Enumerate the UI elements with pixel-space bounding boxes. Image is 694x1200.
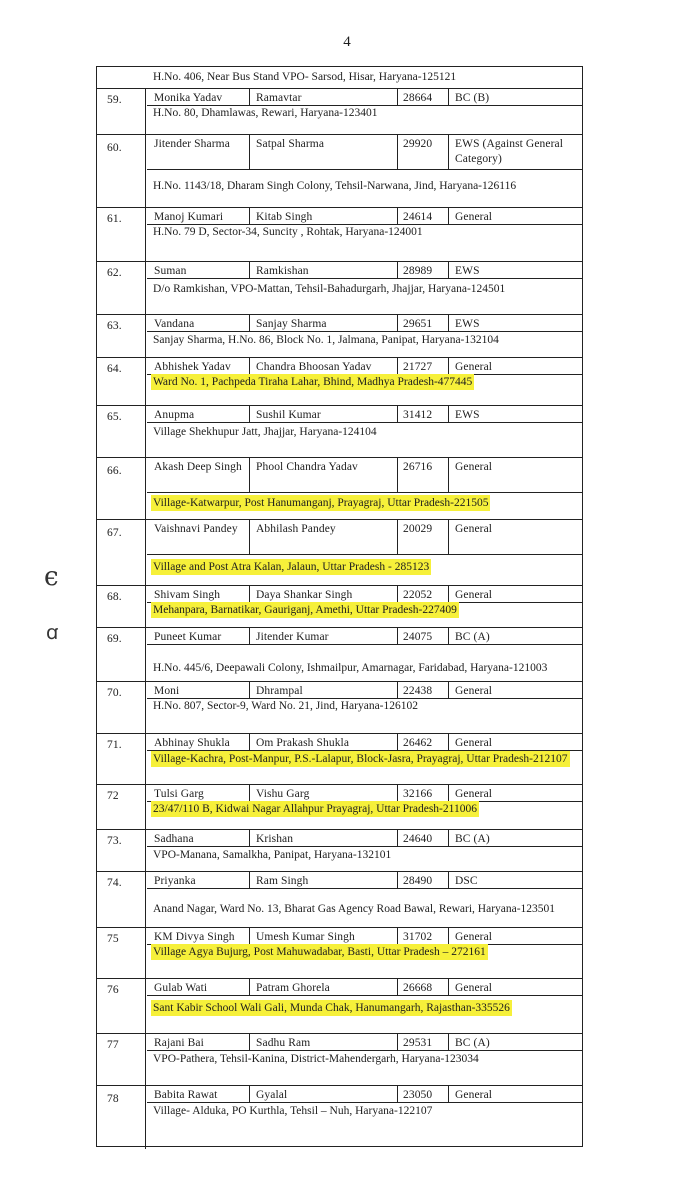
candidate-name: Babita Rawat: [154, 1089, 218, 1101]
father-name: Om Prakash Shukla: [256, 737, 350, 749]
cell-divider: [448, 586, 449, 602]
candidate-address: [153, 106, 578, 121]
category: BC (B): [455, 92, 490, 104]
candidate-name: Rajani Bai: [154, 1037, 204, 1049]
column-divider: [145, 208, 146, 262]
cell-divider: [249, 979, 250, 995]
candidate-address: [153, 282, 578, 297]
candidate-name: Moni: [154, 685, 180, 697]
serial-number: 66.: [107, 465, 122, 477]
highlighted-address-text: Village-Kachra, Post-Manpur, P.S.-Lalapur, Block-Jasra, Prayagraj, Uttar Pradesh-212107: [153, 753, 568, 765]
address-text: Sanjay Sharma, H.No. 86, Block No. 1, Jalmana, Panipat, Haryana-132104: [153, 334, 499, 346]
father-name: Ram Singh: [256, 875, 309, 887]
table-row: [97, 978, 582, 1033]
row-underline: [147, 1102, 582, 1103]
category: General: [455, 982, 493, 994]
table-row: [97, 1085, 582, 1148]
cell-divider: [448, 358, 449, 374]
table-row: [97, 829, 582, 871]
serial-number: 74.: [107, 877, 122, 889]
address-text: Village- Alduka, PO Kurthla, Tehsil – Nuh, Haryana-122107: [153, 1105, 433, 1117]
cell-divider: [249, 208, 250, 224]
serial-number: 72: [107, 790, 119, 802]
table-row: [97, 457, 582, 519]
table-row: [97, 405, 582, 457]
cell-divider: [397, 734, 398, 750]
column-divider: [145, 628, 146, 682]
column-divider: [145, 135, 146, 208]
category: General: [455, 1089, 493, 1101]
column-divider: [145, 520, 146, 586]
roll-code: 31412: [403, 409, 433, 421]
margin-mark-lower: ꭤ: [46, 620, 59, 644]
candidate-name: Abhinay Shukla: [154, 737, 230, 749]
serial-number: 61.: [107, 213, 122, 225]
candidate-address: [153, 603, 578, 618]
row-underline: [147, 1050, 582, 1051]
column-divider: [145, 872, 146, 928]
category: EWS: [455, 265, 480, 277]
table-row: [97, 314, 582, 357]
serial-number: 73.: [107, 835, 122, 847]
cell-divider: [249, 89, 250, 105]
cell-divider: [249, 358, 250, 374]
serial-number: 71.: [107, 739, 122, 751]
top-address: H.No. 406, Near Bus Stand VPO- Sarsod, Hisar, Haryana-125121: [153, 71, 457, 83]
serial-number: 65.: [107, 411, 122, 423]
cell-divider: [249, 682, 250, 698]
category: General: [455, 361, 493, 373]
column-divider: [145, 89, 146, 135]
cell-divider: [397, 1034, 398, 1050]
roll-code: 20029: [403, 523, 433, 535]
candidate-name: Akash Deep Singh: [154, 461, 242, 473]
table-row: [97, 1033, 582, 1085]
cell-divider: [448, 928, 449, 944]
cell-divider: [448, 406, 449, 422]
roll-code: 26668: [403, 982, 433, 994]
cell-divider: [397, 262, 398, 278]
father-name: Jitender Kumar: [256, 631, 329, 643]
father-name: Vishu Garg: [256, 788, 310, 800]
cell-divider: [448, 458, 449, 492]
candidate-address: [153, 848, 578, 863]
cell-divider: [249, 135, 250, 169]
highlighted-address-text: Ward No. 1, Pachpeda Tiraha Lahar, Bhind, Madhya Pradesh-477445: [153, 376, 473, 388]
table-row: [97, 261, 582, 314]
address-text: H.No. 80, Dhamlawas, Rewari, Haryana-123401: [153, 107, 378, 119]
serial-number: 68.: [107, 591, 122, 603]
roll-code: 24075: [403, 631, 433, 643]
address-text: H.No. 79 D, Sector-34, Suncity , Rohtak, Haryana-124001: [153, 226, 423, 238]
cell-divider: [397, 1086, 398, 1102]
table-row: [97, 681, 582, 733]
candidate-name: Monika Yadav: [154, 92, 223, 104]
row-underline: [147, 492, 582, 493]
cell-divider: [448, 1034, 449, 1050]
candidate-address: [153, 1052, 578, 1067]
cell-divider: [249, 830, 250, 846]
address-text: H.No. 1143/18, Dharam Singh Colony, Tehsil-Narwana, Jind, Haryana-126116: [153, 180, 517, 192]
cell-divider: [448, 872, 449, 888]
highlighted-address-text: Mehanpara, Barnatikar, Gauriganj, Amethi, Uttar Pradesh-227409: [153, 604, 457, 616]
table-row: [97, 871, 582, 927]
father-name: Dhrampal: [256, 685, 303, 697]
table-row: [97, 627, 582, 681]
cell-divider: [448, 979, 449, 995]
roll-code: 29920: [403, 138, 433, 150]
father-name: Patram Ghorela: [256, 982, 330, 994]
category: General: [455, 589, 493, 601]
candidate-name: Jitender Sharma: [154, 138, 230, 150]
roll-code: 32166: [403, 788, 433, 800]
column-divider: [145, 979, 146, 1034]
category: BC (A): [455, 833, 490, 845]
serial-number: 76: [107, 984, 119, 996]
roll-code: 26716: [403, 461, 433, 473]
cell-divider: [397, 135, 398, 169]
cell-divider: [249, 315, 250, 331]
candidate-name: Vaishnavi Pandey: [154, 523, 238, 535]
serial-number: 78: [107, 1093, 119, 1105]
row-underline: [147, 888, 582, 889]
candidate-name: Anupma: [154, 409, 195, 421]
cell-divider: [397, 89, 398, 105]
cell-divider: [397, 458, 398, 492]
category: General: [455, 523, 493, 535]
cell-divider: [397, 628, 398, 644]
candidate-address: [153, 752, 578, 767]
row-underline: [147, 169, 582, 170]
roll-code: 24614: [403, 211, 433, 223]
highlighted-address-text: 23/47/110 B, Kidwai Nagar Allahpur Prayagraj, Uttar Pradesh-211006: [153, 803, 477, 815]
table-row: [97, 585, 582, 627]
cell-divider: [397, 586, 398, 602]
serial-number: 67.: [107, 527, 122, 539]
category: General: [455, 461, 493, 473]
cell-divider: [249, 628, 250, 644]
highlighted-address-text: Sant Kabir School Wali Gali, Munda Chak, Hanumangarh, Rajasthan-335526: [153, 1002, 510, 1014]
column-divider: [145, 1034, 146, 1086]
father-name: Satpal Sharma: [256, 138, 325, 150]
row-underline: [147, 644, 582, 645]
cell-divider: [397, 315, 398, 331]
cell-divider: [249, 1086, 250, 1102]
candidate-address: [153, 902, 578, 917]
serial-number: 64.: [107, 363, 122, 375]
cell-divider: [249, 262, 250, 278]
cell-divider: [397, 208, 398, 224]
serial-number: 69.: [107, 633, 122, 645]
table-row: [97, 927, 582, 978]
category: General: [455, 685, 493, 697]
father-name: Chandra Bhoosan Yadav: [256, 361, 372, 373]
roll-code: 22052: [403, 589, 433, 601]
cell-divider: [448, 628, 449, 644]
candidate-name: Tulsi Garg: [154, 788, 204, 800]
cell-divider: [448, 734, 449, 750]
cell-divider: [448, 520, 449, 554]
serial-number: 63.: [107, 320, 122, 332]
cell-divider: [249, 586, 250, 602]
address-text: D/o Ramkishan, VPO-Mattan, Tehsil-Bahadurgarh, Jhajjar, Haryana-124501: [153, 283, 506, 295]
cell-divider: [448, 89, 449, 105]
column-divider: [145, 1086, 146, 1149]
father-name: Sushil Kumar: [256, 409, 321, 421]
candidate-address: [153, 179, 578, 194]
table-row: [97, 784, 582, 829]
highlighted-address-text: Village Agya Bujurg, Post Mahuwadabar, Basti, Uttar Pradesh – 272161: [153, 946, 486, 958]
cell-divider: [397, 979, 398, 995]
father-name: Gyalal: [256, 1089, 288, 1101]
candidate-name: Priyanka: [154, 875, 196, 887]
cell-divider: [448, 682, 449, 698]
category: BC (A): [455, 631, 490, 643]
cell-divider: [448, 830, 449, 846]
father-name: Ramkishan: [256, 265, 309, 277]
row-underline: [147, 846, 582, 847]
roll-code: 31702: [403, 931, 433, 943]
column-divider: [145, 785, 146, 830]
candidate-address: [153, 802, 578, 817]
candidate-address: [153, 1001, 578, 1016]
candidate-address: [153, 333, 578, 348]
table-row: [97, 134, 582, 207]
category: General: [455, 788, 493, 800]
cell-divider: [397, 682, 398, 698]
candidate-name: Manoj Kumari: [154, 211, 224, 223]
candidate-address: [153, 560, 578, 575]
row-underline: [147, 331, 582, 332]
cell-divider: [249, 734, 250, 750]
category: EWS (Against General Category): [455, 138, 564, 165]
cell-divider: [249, 872, 250, 888]
column-divider: [145, 682, 146, 734]
cell-divider: [448, 1086, 449, 1102]
candidate-table: [96, 66, 583, 1147]
category: General: [455, 211, 493, 223]
address-text: VPO-Pathera, Tehsil-Kanina, District-Mahendergarh, Haryana-123034: [153, 1053, 479, 1065]
candidate-name: Suman: [154, 265, 187, 277]
father-name: Phool Chandra Yadav: [256, 461, 358, 473]
candidate-name: KM Divya Singh: [154, 931, 235, 943]
serial-number: 62.: [107, 267, 122, 279]
category: BC (A): [455, 1037, 490, 1049]
table-row: [97, 357, 582, 405]
address-text: H.No. 445/6, Deepawali Colony, Ishmailpur, Amarnagar, Faridabad, Haryana-121003: [153, 662, 548, 674]
column-divider: [145, 262, 146, 315]
candidate-address: [153, 375, 578, 390]
row-underline: [147, 422, 582, 423]
roll-code: 22438: [403, 685, 433, 697]
cell-divider: [448, 785, 449, 801]
candidate-address: [153, 1104, 578, 1119]
column-divider: [145, 315, 146, 358]
roll-code: 28989: [403, 265, 433, 277]
cell-divider: [448, 135, 449, 169]
cell-divider: [448, 315, 449, 331]
candidate-name: Sadhana: [154, 833, 194, 845]
candidate-name: Gulab Wati: [154, 982, 208, 994]
address-text: H.No. 807, Sector-9, Ward No. 21, Jind, Haryana-126102: [153, 700, 418, 712]
cell-divider: [249, 406, 250, 422]
roll-code: 29651: [403, 318, 433, 330]
father-name: Krishan: [256, 833, 294, 845]
category: DSC: [455, 875, 478, 887]
address-text: VPO-Manana, Samalkha, Panipat, Haryana-132101: [153, 849, 392, 861]
cell-divider: [397, 406, 398, 422]
cell-divider: [249, 1034, 250, 1050]
category: General: [455, 737, 493, 749]
category: EWS: [455, 409, 480, 421]
column-divider: [145, 458, 146, 520]
margin-mark-upper: ϵ: [44, 562, 59, 592]
serial-number: 75: [107, 933, 119, 945]
table-row: [97, 733, 582, 784]
address-text: Village Shekhupur Jatt, Jhajjar, Haryana-124104: [153, 426, 377, 438]
address-text: Anand Nagar, Ward No. 13, Bharat Gas Agency Road Bawal, Rewari, Haryana-123501: [153, 903, 556, 915]
candidate-address: [153, 225, 578, 240]
candidate-address: [153, 425, 578, 440]
candidate-name: Puneet Kumar: [154, 631, 222, 643]
serial-number: 70.: [107, 687, 122, 699]
cell-divider: [397, 785, 398, 801]
father-name: Abhilash Pandey: [256, 523, 336, 535]
cell-divider: [448, 208, 449, 224]
column-divider: [145, 358, 146, 406]
cell-divider: [249, 458, 250, 492]
row-underline: [147, 750, 582, 751]
row-underline: [147, 278, 582, 279]
roll-code: 29531: [403, 1037, 433, 1049]
cell-divider: [249, 520, 250, 554]
category: EWS: [455, 318, 480, 330]
father-name: Sadhu Ram: [256, 1037, 311, 1049]
table-row: [97, 88, 582, 134]
column-divider: [145, 406, 146, 458]
father-name: Kitab Singh: [256, 211, 313, 223]
column-divider: [145, 586, 146, 628]
cell-divider: [397, 872, 398, 888]
highlighted-address-text: Village and Post Atra Kalan, Jalaun, Uttar Pradesh - 285123: [153, 561, 430, 573]
serial-number: 77: [107, 1039, 119, 1051]
cell-divider: [249, 928, 250, 944]
table-row: [97, 519, 582, 585]
cell-divider: [249, 785, 250, 801]
candidate-address: [153, 496, 578, 511]
candidate-address: [153, 945, 578, 960]
serial-number: 59.: [107, 94, 122, 106]
column-divider: [145, 928, 146, 979]
roll-code: 21727: [403, 361, 433, 373]
page-number: 4: [343, 34, 351, 50]
column-divider: [145, 734, 146, 785]
cell-divider: [397, 358, 398, 374]
father-name: Umesh Kumar Singh: [256, 931, 355, 943]
row-underline: [147, 554, 582, 555]
candidate-name: Vandana: [154, 318, 195, 330]
cell-divider: [397, 520, 398, 554]
father-name: Sanjay Sharma: [256, 318, 327, 330]
roll-code: 26462: [403, 737, 433, 749]
column-divider: [145, 830, 146, 872]
row-underline: [147, 995, 582, 996]
roll-code: 28664: [403, 92, 433, 104]
candidate-address: [153, 699, 578, 714]
roll-code: 28490: [403, 875, 433, 887]
candidate-address: [153, 661, 578, 676]
cell-divider: [397, 928, 398, 944]
table-row: [97, 207, 582, 261]
roll-code: 24640: [403, 833, 433, 845]
category: General: [455, 931, 493, 943]
cell-divider: [397, 830, 398, 846]
father-name: Daya Shankar Singh: [256, 589, 353, 601]
highlighted-address-text: Village-Katwarpur, Post Hanumanganj, Prayagraj, Uttar Pradesh-221505: [153, 497, 489, 509]
candidate-name: Abhishek Yadav: [154, 361, 231, 373]
candidate-name: Shivam Singh: [154, 589, 221, 601]
father-name: Ramavtar: [256, 92, 302, 104]
serial-number: 60.: [107, 142, 122, 154]
cell-divider: [448, 262, 449, 278]
roll-code: 23050: [403, 1089, 433, 1101]
